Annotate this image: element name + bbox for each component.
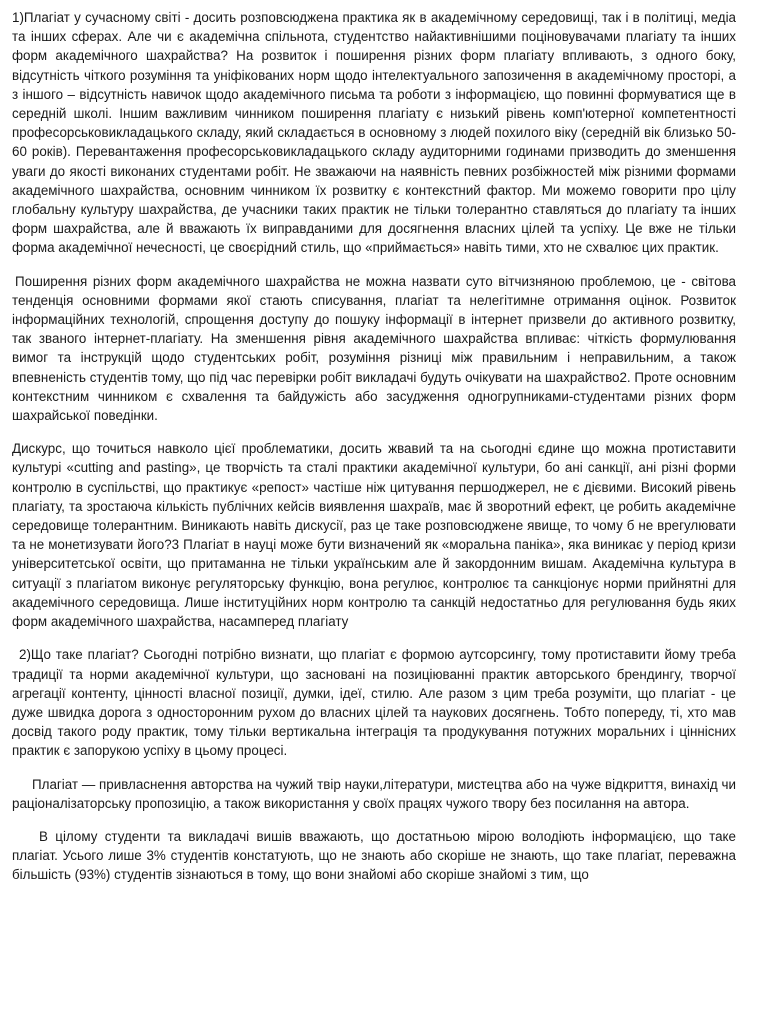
paragraph-plagiarism-context: 1)Плагіат у сучасному світі - досить розповсюджена практика як в академічному середовищі, так і в політиці, медіа та інших сферах. Але чи є академічна спільнота, студентство найактивнішими поціновувачами плагіату та інших форм академічного шахрайства? На розвиток і поширення різних форм плагіату впливають, з одного боку, відсутність чіткого розуміння та уніфікованих норм щодо інтелектуального запозичення в академічному просторі, а з іншого – відсутність навичок щодо академічного письма та роботи з інформацією, що повинні формуватися ще в середній школі. Іншим важливим чинником поширення плагіату є низький рівень комп'ютерної компетентності професорськовикладацького складу, який складається в основному з людей похилого віку (середній вік близько 50-60 років). Перевантаження професорськовикладацького складу аудиторними годинами призводить до зменшення уваги до якості виконаних студентами робіт. Не зважаючи на наявність певних розбіжностей між різними формами академічного шахрайства, основним чинником їх розвитку є контекстний фактор. Ми можемо говорити про цілу глобальну культуру шахрайства, де учасники таких практик не тільки толерантно ставляться до плагіату та інших форм шахрайства, але й вважають їх виправданими для досягнення власних цілей та успіху. Це вже не тільки форма академічної нечесності, це своєрідний стиль, що «приймається» навіть тими, хто не схвалює цих практик.: [12, 10, 736, 256]
paragraph-what-is-plagiarism: 2)Що таке плагіат? Сьогодні потрібно визнати, що плагіат є формою аутсорсингу, тому протиставити йому треба традиції та норми академічної культури, що засновані на позиціюванні практик авторського брендингу, творчої агрегації контенту, цінності власної позиції, думки, ідеї, стилю. Але разом з цим треба розуміти, що плагіат - це дуже швидка дорога з односторонним рухом до власних цілей та наукових досягнень. Тобто попереду, ті, хто мав досвід такого роду практик, тому тільки вертикальна інтеграція та продукування потужних моральних і ціннісних практик є запорукою успіху в цьому процесі.: [12, 647, 736, 759]
paragraph-students-awareness: В цілому студенти та викладачі вишів вважають, що достатньою мірою володіють інформацією, що таке плагіат. Усього лише 3% студентів констатують, що не знають або скоріше не знають, що таке плагіат, переважна більшість (93%) студентів зізнаються в тому, що вони знайомі або скоріше знайомі з тим, що: [12, 828, 736, 883]
paragraph-academic-dishonesty-trend: Поширення різних форм академічного шахрайства не можна назвати суто вітчизняною проблемою, це - світова тенденція основними формами якої стають списування, плагіат та нелегітимне отримання оцінок. Розвиток інформаційних технологій, спрощення доступу до пошуку інформації в інтернет призвели до активного розвитку, так званого інтернет-плагіату. На зменшення рівня академічного шахрайства впливає: чіткість формулювання вимог та інструкцій щодо студентських робіт, розуміння різниці між правильним і неправильним, а також впевненість студентів тому, що під час перевірки робіт викладачі будуть очікувати на шахрайство2. Проте основним контекстним чинником є схвалення та байдужість або засудження одногрупниками-студентами різних форм шахрайської поведінки.: [12, 273, 736, 424]
paragraph-discourse-culture: Дискурс, що точиться навколо цієї проблематики, досить жвавий та на сьогодні єдине що можна протиставити культурі «cutting and pasting», це творчість та сталі практики академічної культури, бо ані санкції, ані різні форми контролю в суспільстві, що практикує «репост» частіше ніж цитування першоджерел, не є дієвими. Високий рівень плагіату, та зростаюча кількість публічних кейсів виявлення шахраїв, має й зворотний ефект, це робить академічне середовище толерантним. Виникають навіть дискусії, раз це таке розповсюджене явище, то чому б не врегулювати та не монетизувати його?3 Плагіат в науці може бути визначений як «моральна паніка», яка виникає у період кризи університетської освіти, що притаманна не тільки українським але й закордонним вишам. Академічна культура в ситуації з плагіатом виконує регуляторську функцію, вона регулює, контролює та санкціонує норми прийнятні для академічного середовища. Лише інституційних норм контролю та санкцій недостатньо для регулювання будь яких форм академічного шахрайства, насамперед плагіату: [12, 441, 736, 630]
document-page: [12, 8, 736, 899]
paragraph-plagiarism-definition: Плагіат — привласнення авторства на чужий твір науки,літератури, мистецтва або на чуже відкриття, винахід чи раціоналізаторську пропозицію, а також використання у своїх працях чужого твору без посилання на автора.: [12, 776, 736, 811]
